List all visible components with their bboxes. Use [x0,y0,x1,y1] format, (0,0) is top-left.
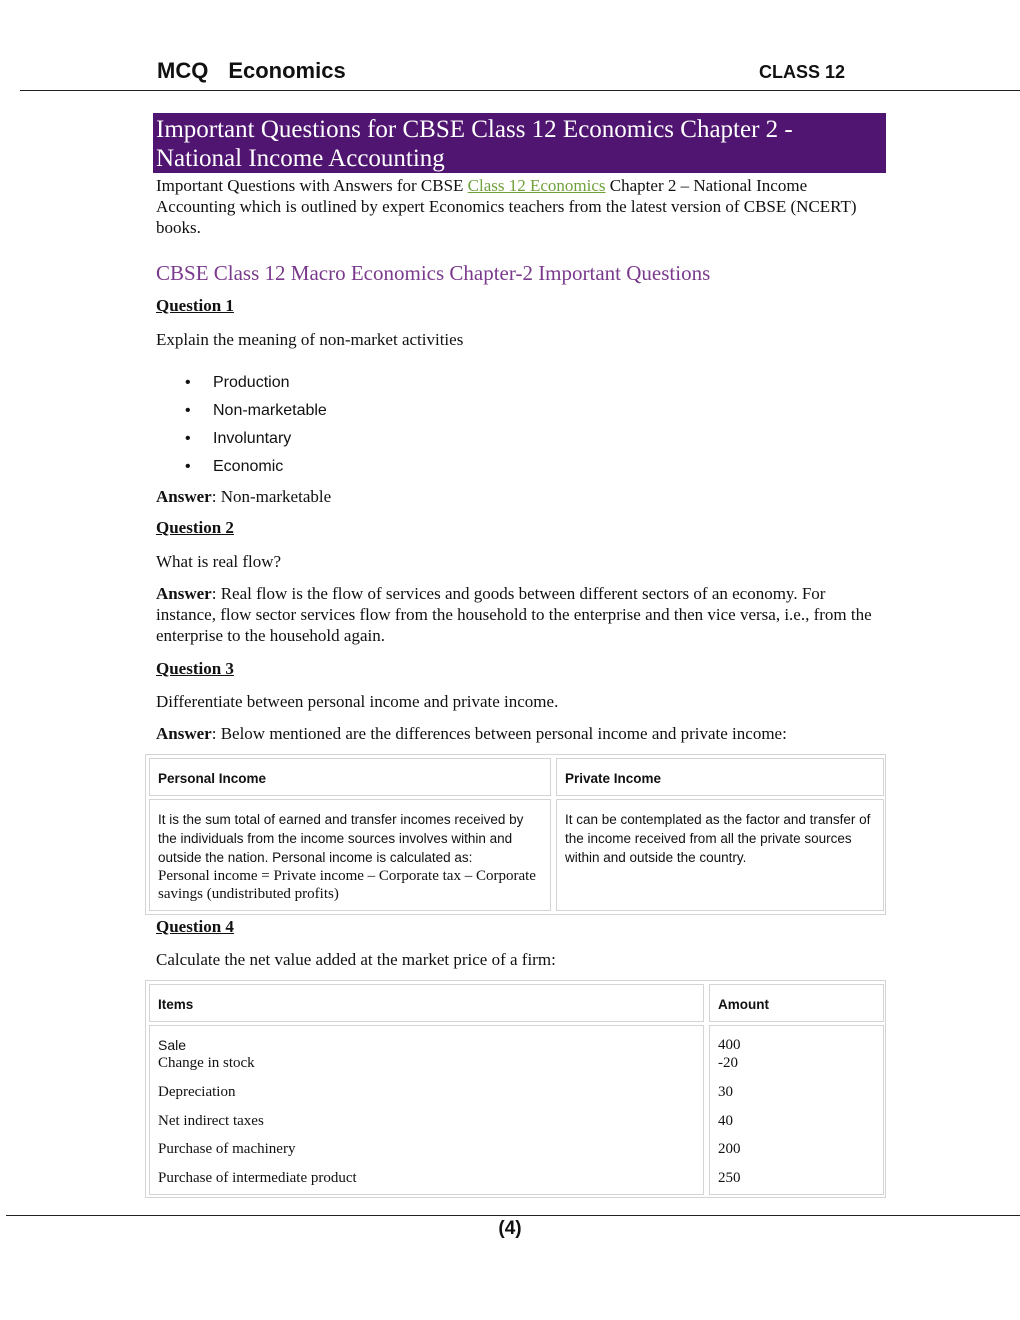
question-4-text: Calculate the net value added at the market price of a firm: [156,950,556,969]
option-item: • Production [185,372,327,400]
header-divider [20,90,1020,91]
page-header [157,58,845,88]
question-1-options [185,372,327,484]
income-comparison-table [145,754,886,915]
question-1-answer [156,486,884,507]
table-cell-amount: 200 [718,1141,741,1157]
table-cell-amount: 400 [718,1037,741,1053]
intro-text-after: Chapter 2 – National Income Accounting which is outlined by expert Economics teachers from the latest version of CBSE (NCERT) books. [156,176,857,237]
answer-text: : Non-marketable [211,487,332,506]
items-column [149,1025,704,1195]
table-header-private: Private Income [556,758,884,796]
table-header-items: Items [149,984,704,1022]
question-3-text: Differentiate between personal income and private income. [156,692,559,711]
amount-column [709,1025,884,1195]
class-12-economics-link[interactable]: Class 12 Economics [467,176,606,195]
footer-divider [6,1215,1020,1216]
table-cell-amount: -20 [718,1055,738,1071]
table-row: Depreciation [158,1084,236,1100]
personal-income-cell [149,799,551,911]
table-header-personal: Personal Income [149,758,551,796]
table-row: Purchase of intermediate product [158,1170,357,1186]
table-cell-amount: 250 [718,1170,741,1186]
table-row: Net indirect taxes [158,1113,264,1129]
private-income-cell: It can be contemplated as the factor and transfer of the income received from all the private sources within and outside the country. [556,799,884,911]
page-number: (4) [498,1218,522,1239]
question-2-answer [156,583,884,646]
question-3-label: Question 3 [156,659,234,678]
option-item: • Economic [185,456,327,484]
answer-label: Answer [156,724,212,743]
table-row: Sale [158,1037,187,1053]
option-item: • Non-marketable [185,400,327,428]
header-mcq: MCQ [157,58,209,83]
title-banner: Important Questions for CBSE Class 12 Economics Chapter 2 - National Income Accounting [153,113,886,173]
table-header-amount: Amount [709,984,884,1022]
question-2-label: Question 2 [156,518,234,537]
table-cell-amount: 30 [718,1084,733,1100]
personal-income-definition: It is the sum total of earned and transfer incomes received by the individuals from the income sources involves within and outside the nation. Personal income is calculated as: [158,812,524,865]
table-row: Purchase of machinery [158,1141,296,1157]
option-item: • Involuntary [185,428,327,456]
header-left [157,58,366,84]
value-added-table [145,980,886,1198]
answer-label: Answer [156,487,212,506]
intro-text-before: Important Questions with Answers for CBSE [156,176,468,195]
question-2-text: What is real flow? [156,552,282,571]
table-cell-amount: 40 [718,1113,733,1129]
answer-label: Answer [156,584,212,603]
question-1-label: Question 1 [156,296,234,315]
question-3-answer [156,723,884,744]
header-subject: Economics [228,58,346,83]
question-1-text: Explain the meaning of non-market activities [156,330,464,349]
section-heading: CBSE Class 12 Macro Economics Chapter-2 Important Questions [156,261,711,285]
table-row: Change in stock [158,1055,255,1071]
answer-text: : Real flow is the flow of services and goods between different sectors of an economy. For instance, flow sector services flow from the household to the enterprise and then vice versa, i.e., from the enterprise to the household again. [156,584,872,645]
header-class: CLASS 12 [758,62,845,82]
answer-text: : Below mentioned are the differences between personal income and private income: [211,724,787,743]
intro-paragraph [156,175,884,238]
personal-income-formula: Personal income = Private income – Corporate tax – Corporate savings (undistributed profits) [158,868,536,902]
question-4-label: Question 4 [156,917,234,936]
